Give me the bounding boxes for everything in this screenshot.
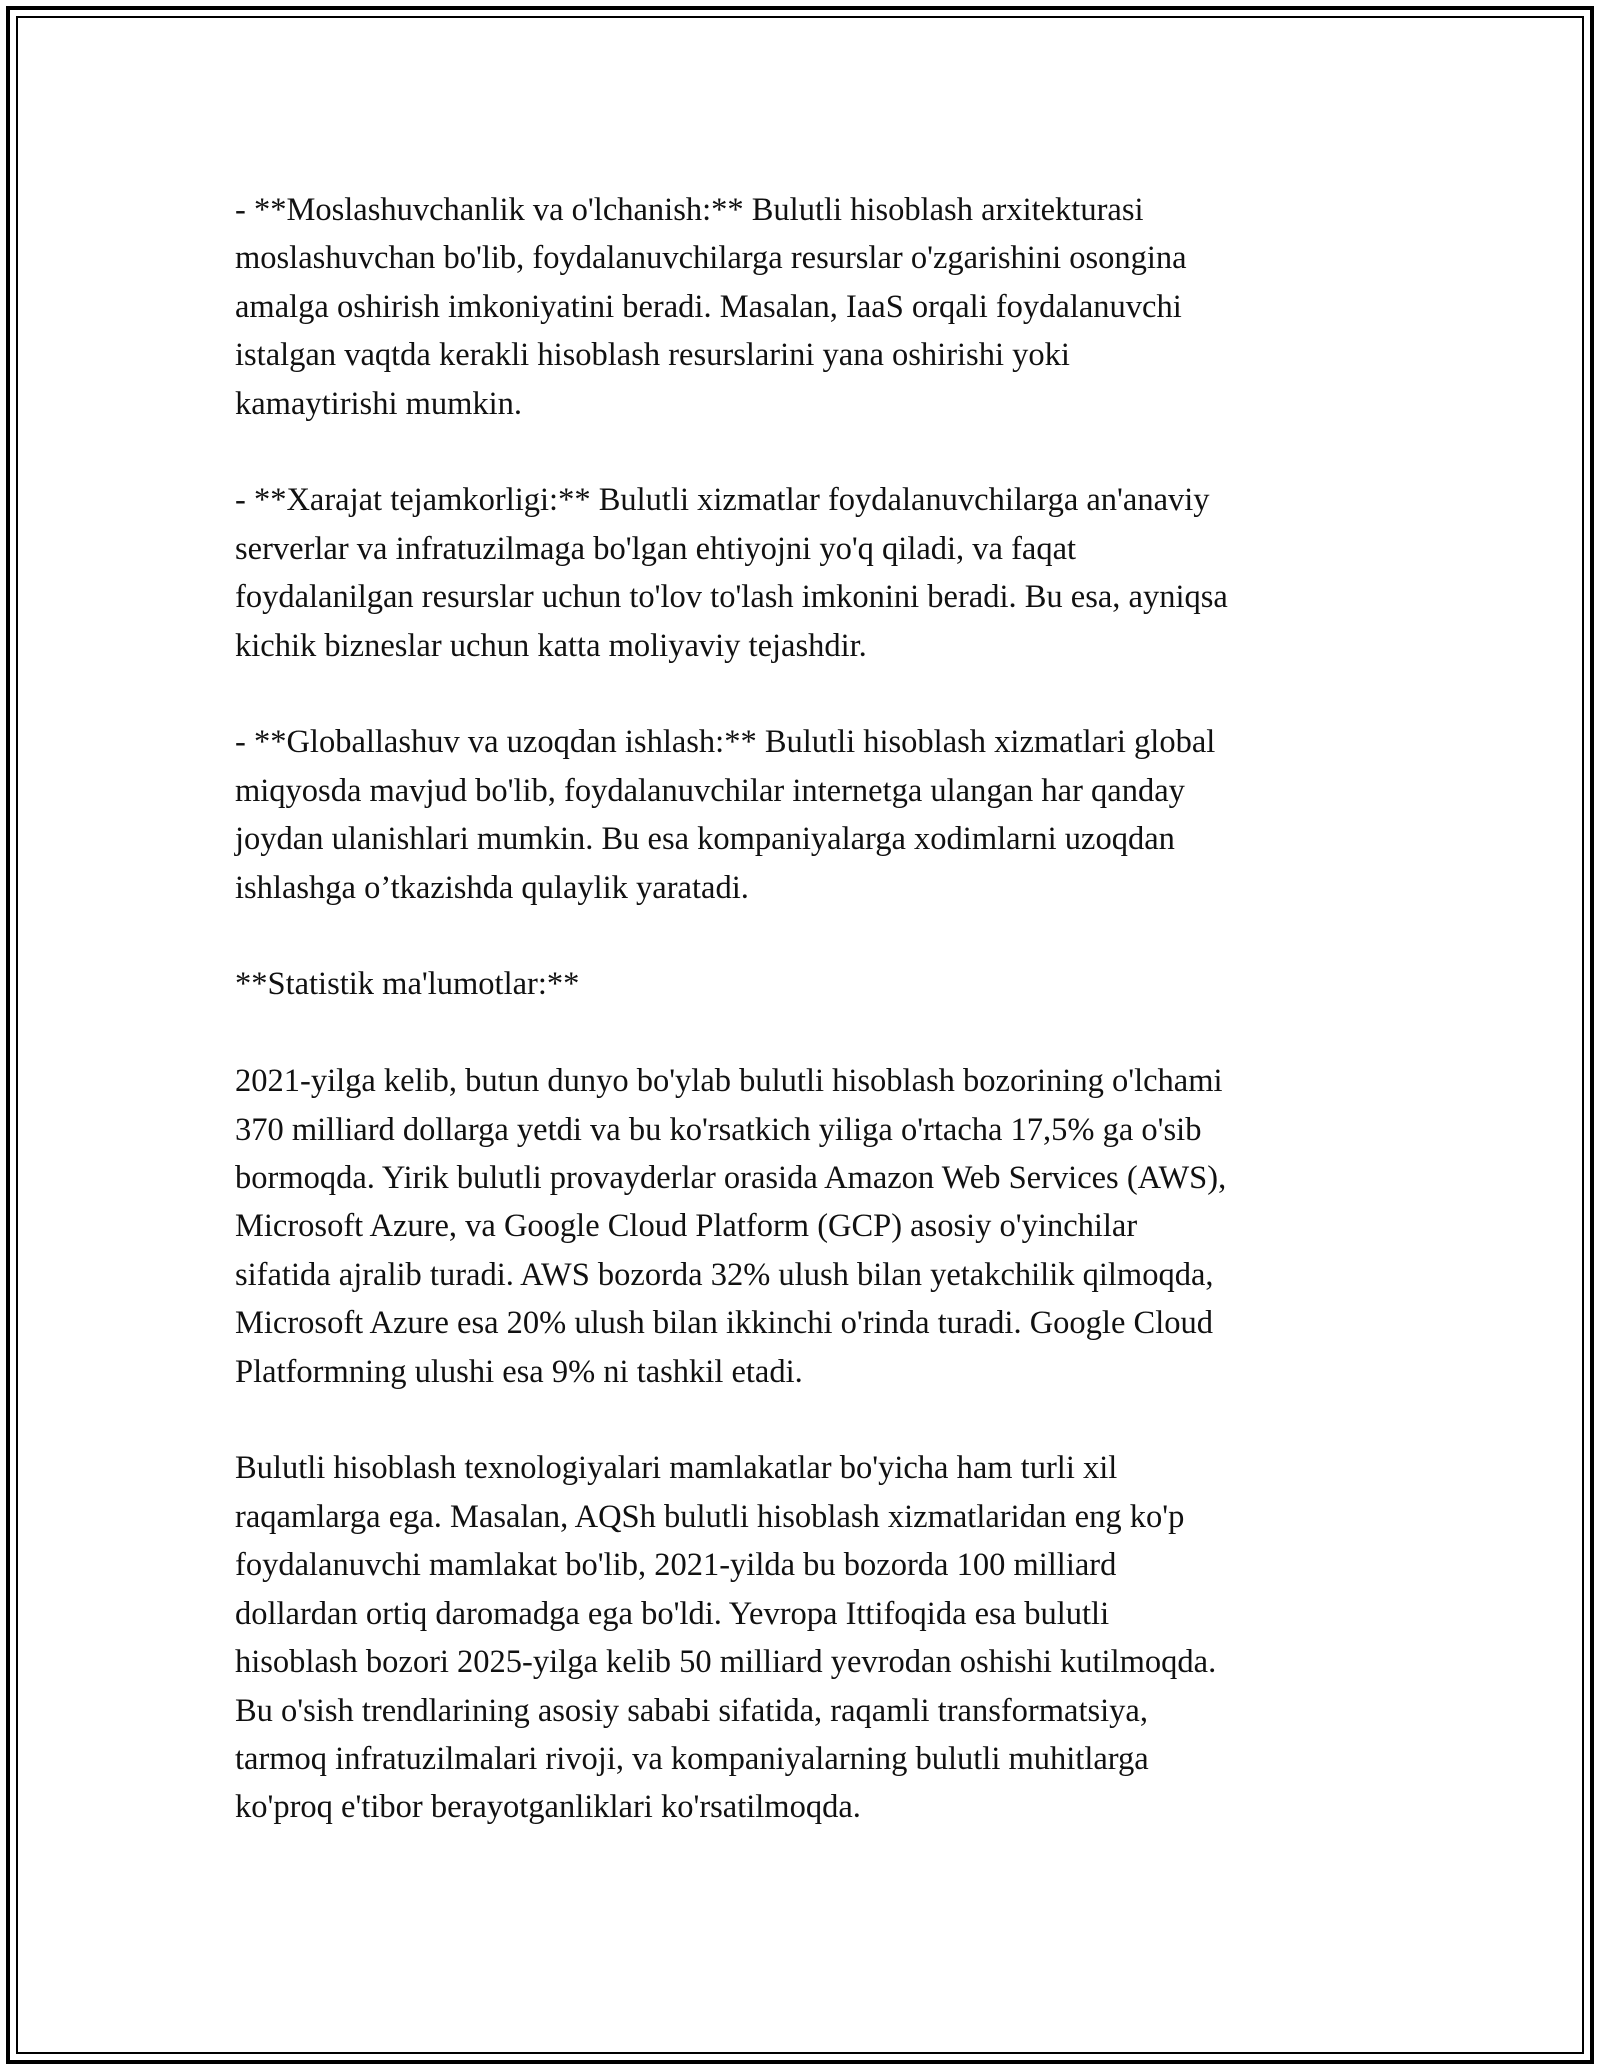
section-heading-statistics: **Statistik ma'lumotlar:** — [235, 966, 580, 1003]
paragraph-flexibility: - **Moslashuvchanlik va o'lchanish:** Bulutli hisoblash arxitekturasi moslashuvchan bo'lib, foydalanuvchilarga resurslar o'zgarishini osongina amalga oshirish imkoniyatini beradi. Masalan, IaaS orqali foydalanuvchi istalgan vaqtda kerakli hisoblash resurslarini yana oshirishi yoki kamaytirishi mumkin. — [235, 192, 1187, 422]
paragraph-market-statistics: 2021-yilga kelib, butun dunyo bo'ylab bulutli hisoblash bozorining o'lchami 370 milliard dollarga yetdi va bu ko'rsatkich yiliga o'rtacha 17,5% ga o'sib bormoqda. Yirik bulutli provayderlar orasida Amazon Web Services (AWS), Microsoft Azure, va Google Cloud Platform (GCP) asosiy o'yinchilar sifatida ajralib turadi. AWS bozorda 32% ulush bilan yetakchilik qilmoqda, Microsoft Azure esa 20% ulush bilan ikkinchi o'rinda turadi. Google Cloud Platformning ulushi esa 9% ni tashkil etadi. — [235, 1063, 1227, 1390]
paragraph-globalization: - **Globallashuv va uzoqdan ishlash:** Bulutli hisoblash xizmatlari global miqyosda mavjud bo'lib, foydalanuvchilar internetga ulangan har qanday joydan ulanishlari mumkin. Bu esa kompaniyalarga xodimlarni uzoqdan ishlashga o’tkazishda qulaylik yaratadi. — [235, 724, 1216, 906]
document-body — [235, 186, 1395, 1880]
paragraph-cost-efficiency: - **Xarajat tejamkorligi:** Bulutli xizmatlar foydalanuvchilarga an'anaviy serverlar va infratuzilmaga bo'lgan ehtiyojni yo'q qiladi, va faqat foydalanilgan resurslar uchun to'lov to'lash imkonini beradi. Bu esa, ayniqsa kichik bizneslar uchun katta moliyaviy tejashdir. — [235, 482, 1228, 664]
paragraph-country-statistics: Bulutli hisoblash texnologiyalari mamlakatlar bo'yicha ham turli xil raqamlarga ega. Masalan, AQSh bulutli hisoblash xizmatlaridan eng ko'p foydalanuvchi mamlakat bo'lib, 2021-yilda bu bozorda 100 milliard dollardan ortiq daromadga ega bo'ldi. Yevropa Ittifoqida esa bulutli hisoblash bozori 2025-yilga kelib 50 milliard yevrodan oshishi kutilmoqda. Bu o'sish trendlarining asosiy sababi sifatida, raqamli transformatsiya, tarmoq infratuzilmalari rivoji, va kompaniyalarning bulutli muhitlarga ko'proq e'tibor berayotganliklari ko'rsatilmoqda. — [235, 1450, 1217, 1826]
